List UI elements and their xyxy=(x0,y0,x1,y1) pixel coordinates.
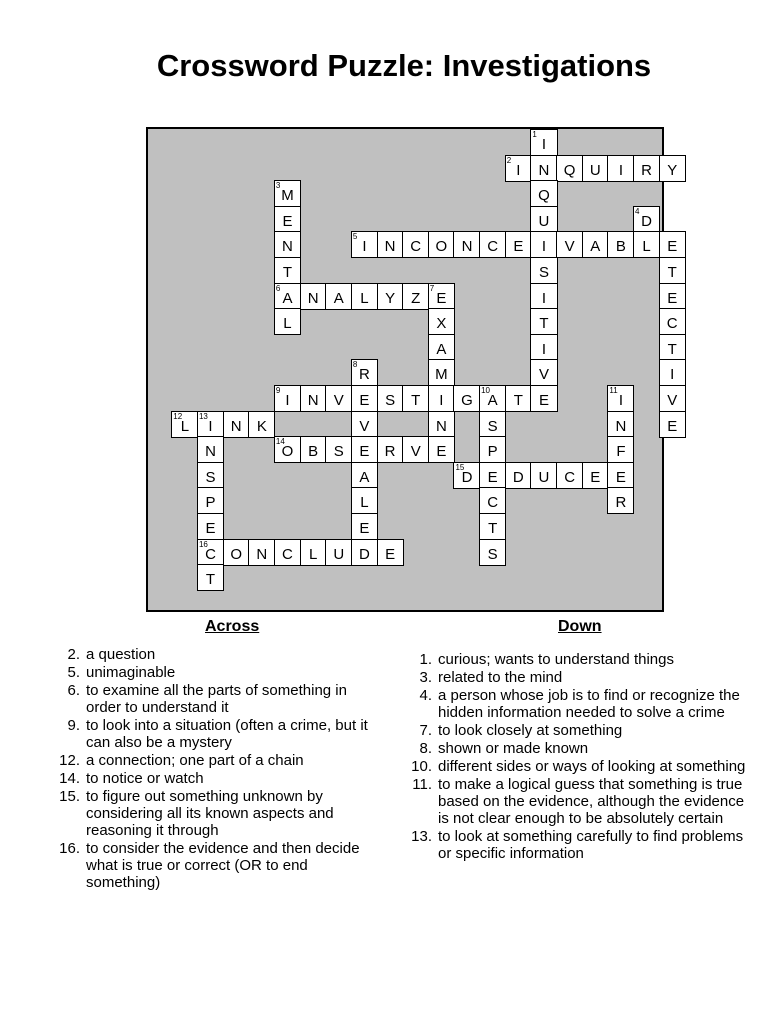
cell-letter: N xyxy=(256,545,268,563)
down-clue-list xyxy=(408,651,748,863)
grid-cell[interactable] xyxy=(274,206,301,233)
cell-letter: L xyxy=(308,545,318,563)
cell-letter: E xyxy=(359,392,370,410)
cell-letter: E xyxy=(667,417,678,435)
cell-letter: R xyxy=(615,494,627,512)
across-clue xyxy=(56,752,376,769)
across-clue xyxy=(56,682,376,716)
clue-number-label: 16 xyxy=(198,539,208,549)
grid-cell[interactable] xyxy=(479,231,506,258)
grid-cell[interactable] xyxy=(377,385,404,412)
cell-letter: E xyxy=(436,289,447,307)
cell-letter: I xyxy=(516,161,521,179)
grid-cell[interactable] xyxy=(325,385,352,412)
cell-letter: R xyxy=(358,366,370,384)
cell-letter: E xyxy=(615,468,626,486)
grid-cell[interactable] xyxy=(274,539,301,566)
cell-letter: C xyxy=(282,545,293,563)
grid-cell[interactable] xyxy=(274,385,301,412)
grid-cell[interactable] xyxy=(453,231,480,258)
clue-number-label: 14 xyxy=(275,437,285,447)
cell-letter: E xyxy=(282,212,293,230)
clue-number-label: 12 xyxy=(173,411,183,421)
grid-cell[interactable] xyxy=(377,283,404,310)
grid-cell[interactable] xyxy=(351,385,378,412)
clue-number: 3. xyxy=(419,669,432,686)
cell-letter: C xyxy=(564,468,576,486)
cell-letter: M xyxy=(281,187,294,205)
cell-letter: C xyxy=(205,545,216,563)
clue-number-label: 13 xyxy=(198,411,208,421)
grid-cell[interactable] xyxy=(197,564,224,591)
cell-letter: I xyxy=(541,340,547,358)
clue-text: to look closely at something xyxy=(438,722,623,739)
cell-letter: U xyxy=(333,545,345,563)
cell-letter: A xyxy=(590,238,601,256)
clue-number-label: 7 xyxy=(429,283,435,293)
clue-number-label: 3 xyxy=(275,181,281,191)
grid-cell[interactable] xyxy=(530,334,557,361)
cell-letter: R xyxy=(384,443,396,461)
grid-cell[interactable] xyxy=(607,436,634,463)
cell-letter: I xyxy=(285,392,290,410)
clue-number-label: 10 xyxy=(481,386,490,395)
clue-text: to consider the evidence and then decide what is true or correct (OR to end something) xyxy=(86,840,360,891)
grid-cell[interactable] xyxy=(582,231,609,258)
cell-letter: E xyxy=(205,520,216,538)
grid-cell[interactable] xyxy=(479,487,506,514)
grid-cell[interactable] xyxy=(351,462,378,489)
grid-cell[interactable] xyxy=(530,385,557,412)
clue-text: different sides or ways of looking at something xyxy=(438,758,746,775)
clue-number: 1. xyxy=(419,651,432,668)
grid-cell[interactable] xyxy=(607,487,634,514)
grid-cell[interactable] xyxy=(530,283,557,310)
cell-letter: V xyxy=(333,392,344,410)
across-clue xyxy=(56,840,376,891)
grid-cell[interactable] xyxy=(505,462,532,489)
grid-cell[interactable] xyxy=(659,283,686,310)
down-clue xyxy=(408,669,748,686)
cell-letter: N xyxy=(384,238,396,256)
across-clue xyxy=(56,664,376,681)
cell-letter: I xyxy=(618,161,623,179)
grid-cell[interactable] xyxy=(607,462,634,489)
grid-cell[interactable] xyxy=(325,436,352,463)
grid-cell[interactable] xyxy=(530,155,557,182)
clue-text: to notice or watch xyxy=(86,770,204,787)
grid-cell[interactable] xyxy=(659,334,686,361)
grid-cell[interactable] xyxy=(505,155,532,182)
grid-cell[interactable] xyxy=(197,513,224,540)
down-clue xyxy=(408,687,748,721)
cell-letter: B xyxy=(615,238,626,256)
grid-cell[interactable] xyxy=(633,206,660,233)
grid-cell[interactable] xyxy=(248,539,275,566)
clue-number: 11. xyxy=(412,776,432,793)
down-clue xyxy=(408,758,748,775)
cell-letter: P xyxy=(487,443,498,461)
cell-letter: C xyxy=(410,238,422,256)
cell-letter: L xyxy=(642,238,651,256)
cell-letter: V xyxy=(410,443,421,461)
cell-letter: I xyxy=(208,417,213,435)
grid-cell[interactable] xyxy=(659,359,686,386)
cell-letter: I xyxy=(541,136,547,154)
grid-cell[interactable] xyxy=(607,411,634,438)
grid-cell[interactable] xyxy=(428,411,455,438)
cell-letter: C xyxy=(666,315,678,333)
grid-cell[interactable] xyxy=(530,359,557,386)
grid-cell[interactable] xyxy=(479,513,506,540)
grid-cell[interactable] xyxy=(300,539,327,566)
crossword-board xyxy=(146,127,678,612)
grid-cell[interactable] xyxy=(274,308,301,335)
grid-cell[interactable] xyxy=(274,436,301,463)
grid-cell[interactable] xyxy=(274,231,301,258)
cell-letter: U xyxy=(538,212,550,230)
cell-letter: L xyxy=(180,417,190,435)
clue-text: related to the mind xyxy=(438,669,563,686)
cell-letter: T xyxy=(667,264,677,282)
cell-letter: L xyxy=(283,315,292,333)
grid-cell[interactable] xyxy=(300,283,327,310)
grid-cell[interactable] xyxy=(300,385,327,412)
grid-cell[interactable] xyxy=(659,411,686,438)
cell-letter: N xyxy=(282,238,293,256)
grid-cell[interactable] xyxy=(428,231,455,258)
cell-letter: X xyxy=(436,315,447,333)
clue-number: 2. xyxy=(67,646,80,663)
clue-number: 14. xyxy=(59,770,80,787)
down-heading: Down xyxy=(558,618,602,635)
cell-letter: Y xyxy=(667,161,678,179)
grid-cell[interactable] xyxy=(479,462,506,489)
cell-letter: T xyxy=(539,315,549,333)
cell-letter: C xyxy=(487,238,499,256)
clue-text: a connection; one part of a chain xyxy=(86,752,304,769)
cell-letter: N xyxy=(307,392,319,410)
grid-cell[interactable] xyxy=(351,487,378,514)
cell-letter: D xyxy=(461,468,473,486)
grid-cell[interactable] xyxy=(556,155,583,182)
grid-cell[interactable] xyxy=(530,231,557,258)
clue-number-label: 1 xyxy=(532,130,537,139)
grid-cell[interactable] xyxy=(325,283,352,310)
grid-cell[interactable] xyxy=(607,385,634,412)
cell-letter: Z xyxy=(411,289,421,307)
grid-cell[interactable] xyxy=(351,231,378,258)
cell-letter: I xyxy=(618,392,623,410)
cell-letter: E xyxy=(513,238,524,256)
cell-letter: U xyxy=(589,161,601,179)
cell-letter: T xyxy=(667,340,677,358)
clue-text: to make a logical guess that something is true based on the evidence, although the evidence is not clear enough to be absolutely certain xyxy=(438,776,745,827)
cell-letter: R xyxy=(641,161,652,179)
grid-cell[interactable] xyxy=(197,487,224,514)
clue-number-label: 4 xyxy=(635,206,640,216)
cell-letter: O xyxy=(230,545,242,563)
clue-number: 16. xyxy=(59,840,80,857)
cell-letter: Y xyxy=(385,289,396,307)
cell-letter: E xyxy=(487,468,498,486)
cell-letter: Q xyxy=(563,161,576,179)
across-clue-list xyxy=(56,646,376,892)
cell-letter: Q xyxy=(538,187,550,205)
grid-cell[interactable] xyxy=(197,539,224,566)
cell-letter: E xyxy=(538,392,549,410)
grid-cell[interactable] xyxy=(659,231,686,258)
cell-letter: S xyxy=(333,443,344,461)
down-clue xyxy=(408,828,748,862)
cell-letter: V xyxy=(564,238,575,256)
grid-cell[interactable] xyxy=(530,129,557,156)
grid-cell[interactable] xyxy=(377,539,404,566)
down-clue xyxy=(408,740,748,757)
clue-text: to look at something carefully to find problems or specific information xyxy=(438,828,744,862)
across-clue xyxy=(56,770,376,787)
grid-cell[interactable] xyxy=(248,411,275,438)
grid-cell[interactable] xyxy=(453,462,480,489)
cell-letter: T xyxy=(282,264,293,282)
clue-number: 9. xyxy=(67,717,80,734)
clue-number: 7. xyxy=(419,722,432,739)
clue-text: to look into a situation (often a crime, but it can also be a mystery xyxy=(86,717,368,751)
grid-cell[interactable] xyxy=(659,257,686,284)
cell-letter: T xyxy=(411,392,421,410)
cell-letter: S xyxy=(487,417,498,435)
down-clue xyxy=(408,776,748,827)
clue-number-label: 15 xyxy=(455,462,465,472)
cell-letter: N xyxy=(307,289,319,307)
clue-text: curious; wants to understand things xyxy=(438,651,674,668)
grid-cell[interactable] xyxy=(351,411,378,438)
clue-text: shown or made known xyxy=(438,740,589,757)
cell-letter: D xyxy=(641,212,652,230)
grid-cell[interactable] xyxy=(556,231,583,258)
grid-cell[interactable] xyxy=(325,539,352,566)
cell-letter: E xyxy=(667,289,678,307)
clue-text: unimaginable xyxy=(86,664,176,681)
cell-letter: V xyxy=(667,392,678,410)
cell-letter: E xyxy=(436,443,447,461)
cell-letter: D xyxy=(358,545,370,563)
grid-cell[interactable] xyxy=(633,231,660,258)
cell-letter: S xyxy=(538,264,549,282)
grid-cell[interactable] xyxy=(659,308,686,335)
grid-cell[interactable] xyxy=(530,257,557,284)
clue-number: 4. xyxy=(419,687,432,704)
cell-letter: F xyxy=(616,443,626,461)
clue-number: 5. xyxy=(67,664,80,681)
grid-cell[interactable] xyxy=(274,180,301,207)
clue-number: 12. xyxy=(59,752,80,769)
cell-letter: A xyxy=(333,289,344,307)
grid-cell[interactable] xyxy=(402,385,429,412)
cell-letter: V xyxy=(538,366,549,384)
clue-number-label: 6 xyxy=(275,283,281,293)
grid-cell[interactable] xyxy=(428,359,455,386)
grid-cell[interactable] xyxy=(453,385,480,412)
grid-cell[interactable] xyxy=(505,231,532,258)
grid-cell[interactable] xyxy=(197,411,224,438)
clue-text: a question xyxy=(86,646,156,663)
grid-cell[interactable] xyxy=(530,206,557,233)
down-clue xyxy=(408,722,748,739)
grid-cell[interactable] xyxy=(530,462,557,489)
page-title: Crossword Puzzle: Investigations xyxy=(156,48,652,83)
cell-letter: S xyxy=(487,545,498,563)
grid-cell[interactable] xyxy=(171,411,198,438)
cell-letter: S xyxy=(385,392,396,410)
grid-cell[interactable] xyxy=(402,283,429,310)
grid-cell[interactable] xyxy=(659,155,686,182)
clue-number-label: 11 xyxy=(609,386,618,395)
cell-letter: M xyxy=(435,366,448,384)
cell-letter: C xyxy=(487,494,499,512)
grid-cell[interactable] xyxy=(197,462,224,489)
grid-cell[interactable] xyxy=(351,436,378,463)
cell-letter: N xyxy=(615,417,627,435)
cell-letter: V xyxy=(359,417,370,435)
cell-letter: E xyxy=(590,468,601,486)
clue-number: 10. xyxy=(411,758,432,775)
grid-cell[interactable] xyxy=(402,231,429,258)
clue-number-label: 2 xyxy=(506,155,512,165)
grid-cell[interactable] xyxy=(530,180,557,207)
cell-letter: I xyxy=(541,238,547,256)
grid-cell[interactable] xyxy=(659,385,686,412)
grid-cell[interactable] xyxy=(428,334,455,361)
grid-cell[interactable] xyxy=(479,539,506,566)
clue-number: 6. xyxy=(67,682,80,699)
cell-letter: N xyxy=(205,443,216,461)
cell-letter: N xyxy=(435,417,447,435)
cell-letter: T xyxy=(205,571,216,589)
clue-number: 13. xyxy=(411,828,432,845)
cell-letter: A xyxy=(359,468,370,486)
cell-letter: U xyxy=(538,468,550,486)
clue-text: to examine all the parts of something in order to understand it xyxy=(86,682,347,716)
cell-letter: O xyxy=(281,443,294,461)
cell-letter: T xyxy=(513,392,523,410)
cell-letter: E xyxy=(359,443,370,461)
clue-number: 8. xyxy=(419,740,432,757)
cell-letter: E xyxy=(385,545,396,563)
cell-letter: K xyxy=(256,417,267,435)
down-clue xyxy=(408,651,748,668)
grid-cell[interactable] xyxy=(505,385,532,412)
grid-cell[interactable] xyxy=(582,155,609,182)
grid-cell[interactable] xyxy=(223,539,250,566)
grid-cell[interactable] xyxy=(300,436,327,463)
cell-letter: A xyxy=(436,340,447,358)
cell-letter: D xyxy=(512,468,524,486)
grid-cell[interactable] xyxy=(428,436,455,463)
cell-letter: I xyxy=(362,238,367,256)
cell-letter: E xyxy=(359,520,370,538)
cell-letter: L xyxy=(360,289,369,307)
grid-cell[interactable] xyxy=(530,308,557,335)
clue-number-label: 8 xyxy=(352,360,358,370)
across-heading: Across xyxy=(205,618,260,635)
grid-cell[interactable] xyxy=(402,436,429,463)
grid-cell[interactable] xyxy=(197,436,224,463)
cell-letter: P xyxy=(205,494,216,512)
cell-letter: I xyxy=(439,392,444,410)
grid-cell[interactable] xyxy=(223,411,250,438)
cell-letter: G xyxy=(461,392,473,410)
grid-cell[interactable] xyxy=(274,257,301,284)
across-clue xyxy=(56,717,376,751)
cell-letter: A xyxy=(282,289,293,307)
grid-cell[interactable] xyxy=(582,462,609,489)
grid-cell[interactable] xyxy=(556,462,583,489)
grid-cell[interactable] xyxy=(351,513,378,540)
cell-letter: A xyxy=(487,392,498,410)
grid-cell[interactable] xyxy=(428,283,455,310)
grid-cell[interactable] xyxy=(351,283,378,310)
grid-cell[interactable] xyxy=(607,155,634,182)
cell-letter: I xyxy=(541,289,547,307)
grid-cell[interactable] xyxy=(274,283,301,310)
grid-cell[interactable] xyxy=(377,436,404,463)
clue-number-label: 9 xyxy=(275,386,281,395)
grid-cell[interactable] xyxy=(607,231,634,258)
cell-letter: T xyxy=(488,520,498,538)
cell-letter: I xyxy=(670,366,675,384)
grid-cell[interactable] xyxy=(351,359,378,386)
cell-letter: N xyxy=(230,417,242,435)
clue-text: to figure out something unknown by considering all its known aspects and reasoning it through xyxy=(86,788,334,839)
across-clue xyxy=(56,646,376,663)
grid-cell[interactable] xyxy=(377,231,404,258)
cell-letter: L xyxy=(360,494,369,512)
cell-letter: N xyxy=(461,238,473,256)
clue-text: a person whose job is to find or recognize the hidden information needed to solve a crime xyxy=(438,687,740,721)
grid-cell[interactable] xyxy=(479,436,506,463)
clue-number: 15. xyxy=(59,788,80,805)
grid-cell[interactable] xyxy=(428,385,455,412)
cell-letter: S xyxy=(205,468,216,486)
clue-number-label: 5 xyxy=(352,232,358,242)
grid-cell[interactable] xyxy=(428,308,455,335)
across-clue xyxy=(56,788,376,839)
grid-cell[interactable] xyxy=(633,155,660,182)
cell-letter: E xyxy=(667,238,678,256)
cell-letter: B xyxy=(308,443,319,461)
cell-letter: N xyxy=(538,161,550,179)
grid-cell[interactable] xyxy=(479,411,506,438)
grid-cell[interactable] xyxy=(479,385,506,412)
grid-cell[interactable] xyxy=(351,539,378,566)
cell-letter: O xyxy=(435,238,448,256)
